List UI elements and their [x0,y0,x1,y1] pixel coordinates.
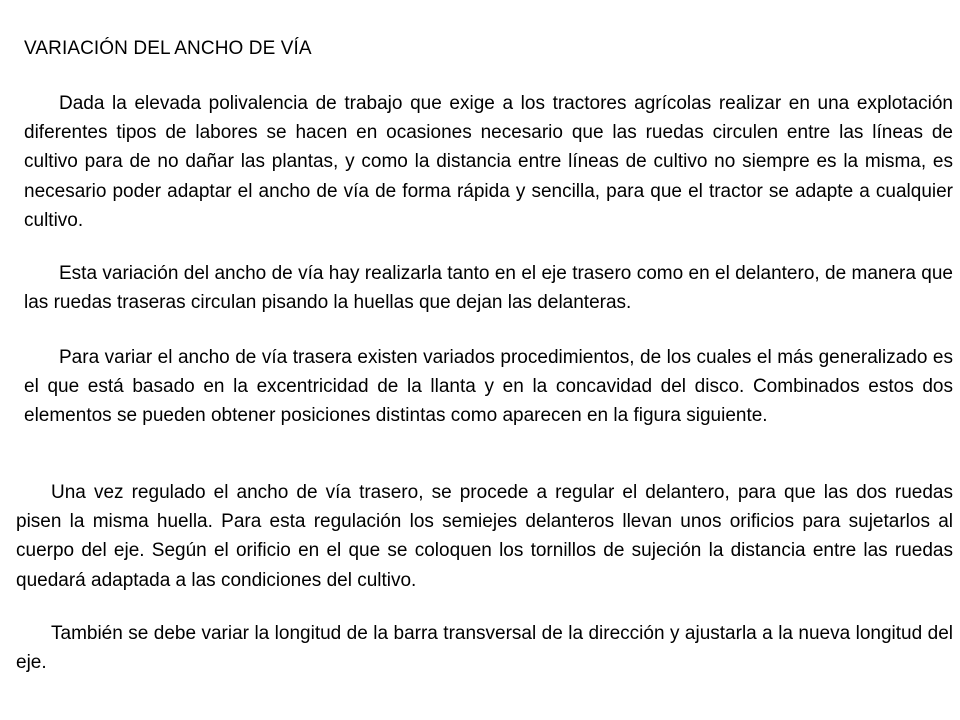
document-title: VARIACIÓN DEL ANCHO DE VÍA [24,38,312,59]
paragraph-front-track: Una vez regulado el ancho de vía trasero, se procede a regular el delantero, para que las dos ruedas pisen la misma huella. Para esta regulación los semiejes delanteros llevan unos orificios para sujetarlos al cuerpo del eje. Según el orificio en el que se coloquen los tornillos de sujeción la distancia entre las ruedas quedará adaptada a las condiciones del cultivo. [16,482,953,591]
paragraph-axles: Esta variación del ancho de vía hay realizarla tanto en el eje trasero como en el delantero, de manera que las ruedas traseras circulan pisando la huellas que dejan las delanteras. [24,263,953,314]
paragraph-intro: Dada la elevada polivalencia de trabajo que exige a los tractores agrícolas realizar en una explotación diferentes tipos de labores se hacen en ocasiones necesario que las ruedas circulen entre las líneas de cultivo para de no dañar las plantas, y como la distancia entre líneas de cultivo no siempre es la misma, es necesario poder adaptar el ancho de vía de forma rápida y sencilla, para que el tractor se adapte a cualquier cultivo. [24,93,953,231]
paragraph-rear-track: Para variar el ancho de vía trasera existen variados procedimientos, de los cuales el más generalizado es el que está basado en la excentricidad de la llanta y en la concavidad del disco. Combinados estos dos elementos se pueden obtener posiciones distintas como aparecen en la figura siguiente. [24,347,953,427]
paragraph-steering-bar: También se debe variar la longitud de la barra transversal de la dirección y ajustarla a la nueva longitud del eje. [16,623,953,674]
